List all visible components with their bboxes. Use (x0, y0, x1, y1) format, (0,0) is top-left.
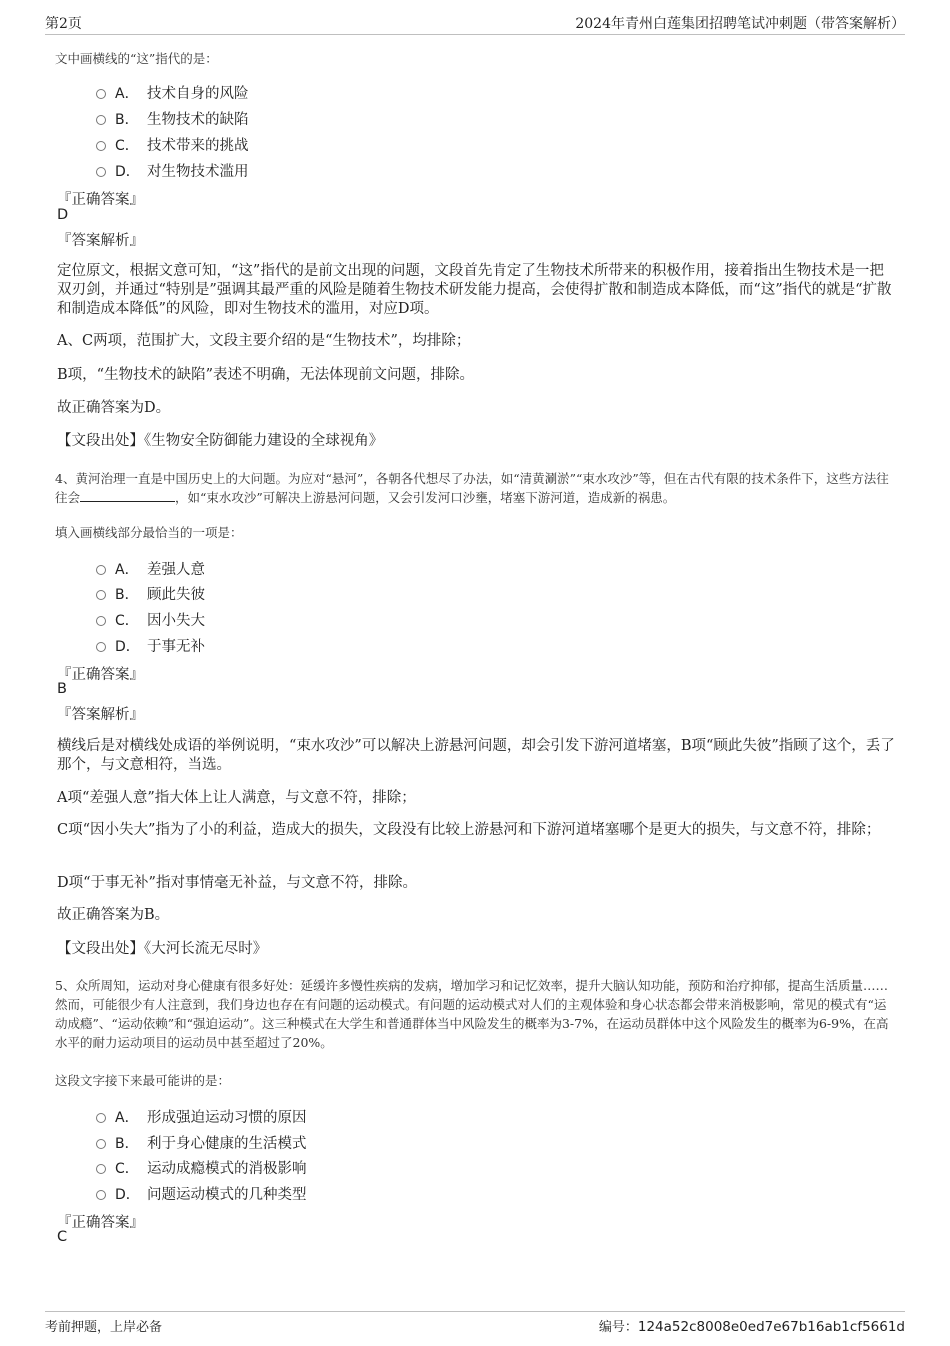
q3-answer: D (57, 207, 69, 223)
footer-slogan: 考前押题，上岸必备 (45, 1320, 163, 1335)
q3-option-c[interactable]: C． 技术带来的挑战 (96, 134, 249, 155)
q5-prompt: 这段文字接下来最可能讲的是： (55, 1073, 231, 1088)
q4-analysis-p3: C项“因小失大”指为了小的利益，造成大的损失，文段没有比较上游悬河和下游河道堵塞哪个是更大的损失，与文意不符，排除； (57, 822, 881, 838)
q3-analysis-label: 『答案解析』 (57, 233, 144, 249)
q5-answer-label: 『正确答案』 (57, 1215, 144, 1231)
q4-analysis-p4: D项“于事无补”指对事情毫无补益，与文意不符，排除。 (57, 875, 417, 891)
q4-option-c[interactable]: C． 因小失大 (96, 609, 205, 630)
q3-analysis-p2: A、C两项，范围扩大，文段主要介绍的是“生物技术”，均排除； (57, 333, 471, 349)
page-number: 第2页 (45, 16, 82, 32)
q3-source: 【文段出处】《生物安全防御能力建设的全球视角》 (57, 433, 384, 449)
q5-option-a[interactable]: A． 形成强迫运动习惯的原因 (96, 1106, 307, 1127)
q4-stem: 4、黄河治理一直是中国历史上的大问题。为应对“悬河”，各朝各代想尽了办法，如“清黄涮淤”“束水攻沙”等，但在古代有限的技术条件下，这些方法往往会 ，如“束水攻沙”可解决上游悬河问题，又会引发河口沙壅，堵塞下游河道，造成新的祸患。 (55, 471, 889, 505)
q4-source: 【文段出处】《大河长流无尽时》 (57, 941, 268, 957)
q5-option-c[interactable]: C． 运动成瘾模式的消极影响 (96, 1157, 307, 1178)
q4-answer: B (57, 681, 67, 697)
radio-icon[interactable] (96, 590, 106, 600)
radio-icon[interactable] (96, 616, 106, 626)
q4-option-b[interactable]: B． 顾此失彼 (96, 583, 205, 604)
radio-icon[interactable] (96, 1164, 106, 1174)
document-id: 编号：124a52c8008e0ed7e67b16ab1cf5661d (598, 1319, 905, 1335)
document-title: 2024年青州白莲集团招聘笔试冲刺题（带答案解析） (575, 16, 905, 32)
radio-icon[interactable] (96, 1113, 106, 1123)
radio-icon[interactable] (96, 141, 106, 151)
page-footer (45, 1311, 905, 1346)
q4-option-d[interactable]: D． 于事无补 (96, 635, 205, 656)
q3-analysis-p4: 故正确答案为D。 (57, 400, 171, 416)
q4-prompt: 填入画横线部分最恰当的一项是： (55, 525, 243, 540)
radio-icon[interactable] (96, 642, 106, 652)
radio-icon[interactable] (96, 565, 106, 575)
radio-icon[interactable] (96, 89, 106, 99)
radio-icon[interactable] (96, 1190, 106, 1200)
radio-icon[interactable] (96, 1139, 106, 1149)
q5-answer: C (57, 1229, 68, 1245)
q3-analysis-p1: 定位原文，根据文意可知，“这”指代的是前文出现的问题，文段首先肯定了生物技术所带来的积极作用，接着指出生物技术是一把双刃剑，并通过“特别是”强调其最严重的风险是随着生物技术研发能力提高，会使得扩散和制造成本降低，而“这”指代的就是“扩散和制造成本降低”的风险，即对生物技术的滥用，对应D项。 (57, 263, 892, 317)
radio-icon[interactable] (96, 167, 106, 177)
q3-analysis-p3: B项，“生物技术的缺陷”表述不明确，无法体现前文问题，排除。 (57, 367, 474, 383)
q5-option-d[interactable]: D． 问题运动模式的几种类型 (96, 1183, 307, 1204)
q4-option-a[interactable]: A． 差强人意 (96, 558, 205, 579)
q5-stem: 5、众所周知，运动对身心健康有很多好处：延缓许多慢性疾病的发病，增加学习和记忆效率，提升大脑认知功能，预防和治疗抑郁，提高生活质量……然而，可能很少有人注意到，我们身边也存在有问题的运动模式。有问题的运动模式对人们的主观体验和身心状态都会带来消极影响，常见的模式有“运动成瘾”、“运动依赖”和“强迫运动”。这三种模式在大学生和普通群体当中风险发生的概率为3-7%，在运动员群体中这个风险发生的概率为6-9%，在高水平的耐力运动项目的运动员中甚至超过了20%。 (55, 978, 889, 1050)
q5-option-b[interactable]: B． 利于身心健康的生活模式 (96, 1132, 307, 1153)
radio-icon[interactable] (96, 115, 106, 125)
q3-option-d[interactable]: D． 对生物技术滥用 (96, 160, 249, 181)
q4-analysis-label: 『答案解析』 (57, 707, 144, 723)
q3-stem: 文中画横线的“这”指代的是： (55, 51, 218, 66)
page-header (45, 0, 905, 35)
q3-answer-label: 『正确答案』 (57, 192, 144, 208)
q4-answer-label: 『正确答案』 (57, 667, 144, 683)
q3-option-b[interactable]: B． 生物技术的缺陷 (96, 108, 249, 129)
q4-analysis-p1: 横线后是对横线处成语的举例说明，“束水攻沙”可以解决上游悬河问题，却会引发下游河道堵塞，B项“顾此失彼”指顾了这个，丢了那个，与文意相符，当选。 (57, 738, 895, 773)
q4-analysis-p2: A项“差强人意”指大体上让人满意，与文意不符，排除； (57, 790, 416, 806)
q4-analysis-p5: 故正确答案为B。 (57, 907, 170, 923)
q3-option-a[interactable]: A． 技术自身的风险 (96, 82, 249, 103)
fill-blank (80, 489, 175, 502)
